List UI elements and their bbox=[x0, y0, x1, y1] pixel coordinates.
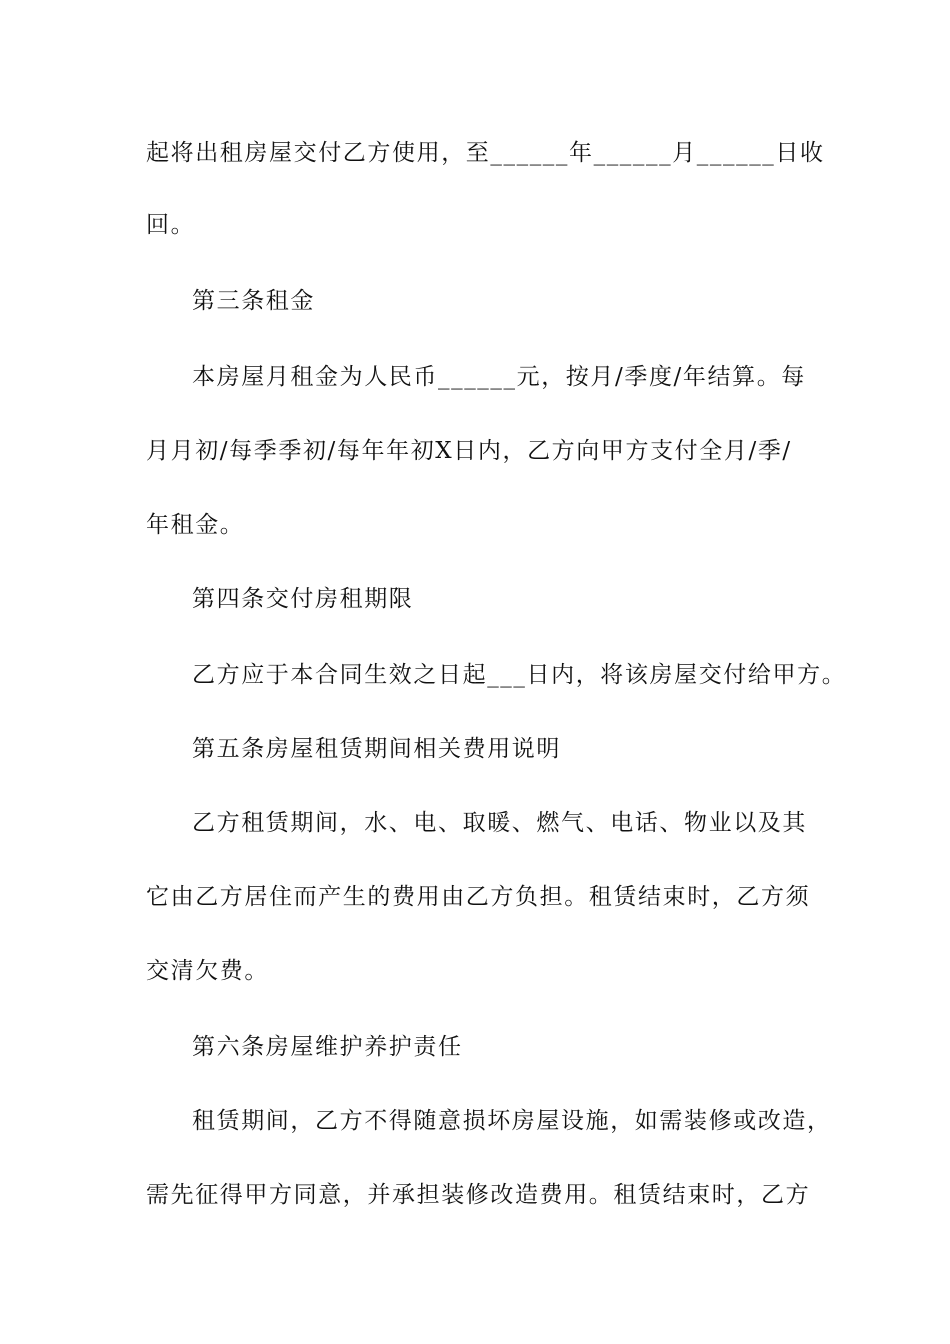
section-heading: 第三条租金 bbox=[192, 288, 315, 314]
paragraph-first-line: 乙方应于本合同生效之日起___日内，将该房屋交付给甲方。 bbox=[192, 662, 847, 688]
text-line: 月月初/每季季初/每年年初X日内，乙方向甲方支付全月/季/ bbox=[146, 438, 792, 464]
text-line: 交清欠费。 bbox=[146, 958, 269, 984]
paragraph-first-line: 本房屋月租金为人民币______元，按月/季度/年结算。每 bbox=[192, 364, 806, 390]
section-heading: 第四条交付房租期限 bbox=[192, 586, 414, 612]
text-line: 起将出租房屋交付乙方使用，至______年______月______日收 bbox=[146, 140, 825, 166]
paragraph-first-line: 租赁期间，乙方不得随意损坏房屋设施，如需装修或改造， bbox=[192, 1108, 832, 1134]
text-line: 年租金。 bbox=[146, 512, 245, 538]
text-line: 需先征得甲方同意，并承担装修改造费用。租赁结束时，乙方 bbox=[146, 1182, 811, 1208]
paragraph-first-line: 乙方租赁期间，水、电、取暖、燃气、电话、物业以及其 bbox=[192, 810, 807, 836]
section-heading: 第六条房屋维护养护责任 bbox=[192, 1034, 463, 1060]
text-line: 回。 bbox=[146, 212, 196, 238]
text-line: 它由乙方居住而产生的费用由乙方负担。租赁结束时，乙方须 bbox=[146, 884, 811, 910]
section-heading: 第五条房屋租赁期间相关费用说明 bbox=[192, 736, 561, 762]
